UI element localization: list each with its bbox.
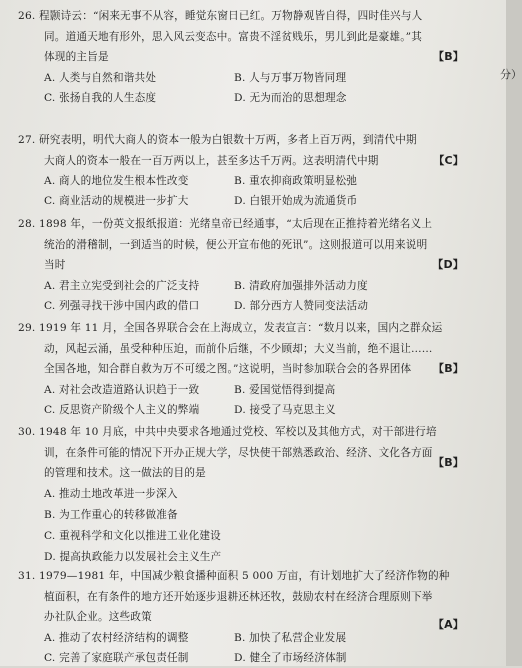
answer-mark: 【B】 [433,456,464,469]
option-c: C. 重视科学和文化以推进工业化建设 [44,529,221,542]
adjacent-page-edge [500,0,522,666]
option-d: D. 无为而治的思想理念 [234,91,347,104]
option-d: D. 提高执政能力以发展社会主义生产 [44,550,222,563]
edge-label: 分） [500,68,522,81]
option-c: C. 张扬自我的人生态度 [44,91,157,104]
option-row [18,191,464,211]
question-line: 同。道通天地有形外，思入风云变态中。富贵不淫贫贱乐，男儿到此是豪雄。”其 [44,30,423,43]
answer-mark: 【A】 [432,618,464,631]
question-line: 29. 1919 年 11 月，全国各界联合会在上海成立，发表宣言：“数月以来，国内之群众运 [18,322,443,334]
question-stem: 的管理和技术。这一做法的目的是 [44,467,206,479]
option-a: A. 推动了农村经济结构的调整 [44,631,189,644]
question-27 [18,130,464,211]
question-28 [18,214,464,316]
question-line [18,359,464,380]
question-line: 31. 1979—1981 年，中国减少粮食播种面积 5 000 万亩，有计划地扩大了经济作物的种 [18,570,450,582]
question-30 [18,422,464,568]
answer-mark: 【B】 [433,362,464,375]
option-a: A. 人类与自然和谐共处 [44,71,157,84]
question-line [18,255,464,276]
question-line: 训，在条件可能的情况下开办正规大学，尽快使干部熟悉政治、经济、文化各方面 [44,446,433,459]
answer-mark: 【D】 [432,258,464,271]
answer-mark: 【B】 [433,50,464,63]
question-stem: 全国各地，知合群自救为万不可缓之图。”这说明，当时参加联合会的各界团体 [44,363,412,375]
option-c: C. 列强寻找干涉中国内政的借口 [44,299,200,312]
option-row [18,68,464,88]
question-29 [18,318,464,420]
option-b: B. 为工作重心的转移做准备 [44,508,178,521]
option-b: B. 重农抑商政策明显松弛 [234,175,358,187]
option-d: D. 接受了马克思主义 [234,403,336,416]
question-line: 26. 程颢诗云：“闲来无事不从容，睡觉东窗日已红。万物静观皆自得，四时佳兴与人 [18,10,423,22]
option-d: D. 健全了市场经济体制 [234,651,347,664]
option-row [18,648,464,668]
option-row [18,380,464,400]
option-row [18,171,464,191]
question-line [18,607,464,631]
option-c: C. 反思资产阶级个人主义的弊端 [44,403,200,416]
question-line: 动，风起云涌，虽受种种压迫，而前仆后继，不少顾却；大义当前，绝不退让…… [44,342,433,355]
question-26 [18,6,464,108]
question-stem: 办社队企业。这些政策 [44,611,152,623]
option-b: B. 人与万事万物皆同理 [234,71,347,84]
option-c: C. 商业活动的规模进一步扩大 [44,195,189,207]
answer-mark: 【C】 [433,153,464,167]
option-row [18,276,464,296]
question-stem: 大商人的资本一般在一百万两以上，甚至多达千万两。这表明清代中期 [44,154,379,167]
option-row [18,296,464,316]
question-31 [18,566,464,668]
option-c: C. 完善了家庭联产承包责任制 [44,651,189,664]
question-line [18,456,464,484]
option-d: D. 白银开始成为流通货币 [234,195,358,207]
question-line: 28. 1898 年，一份英文报纸报道：光绪皇帝已经通事，“太后现在正推持着光绪名义上 [18,218,433,230]
option-b: B. 加快了私营企业发展 [234,631,347,644]
option-row [18,400,464,420]
question-line: 统治的滑稽制，一到适当的时候，便公开宣布他的死讯”。这则报道可以用来说明 [44,238,428,251]
option-b: B. 清政府加强排外活动力度 [234,279,368,292]
option-row [18,628,464,648]
option-b: B. 爱国觉悟得到提高 [234,383,336,396]
question-line: 植面积，在有条件的地方还开始逐步退耕还林还牧，鼓励农村在经济合理原则下举 [44,590,433,603]
option-d: D. 部分西方人赞同变法活动 [234,299,369,312]
option-a: A. 君主立宪受到社会的广泛支持 [44,279,200,292]
option-a: A. 推动土地改革进一步深入 [44,487,178,500]
question-line [18,47,464,68]
option-row [18,88,464,108]
option-a: A. 商人的地位发生根本性改变 [44,175,189,187]
option-a: A. 对社会改造道路认识趋于一致 [44,383,200,396]
question-line: 27. 研究表明，明代大商人的资本一般为白银数十万两，多者上百万两，到清代中期 [18,134,417,146]
question-stem: 体现的主旨是 [44,51,109,63]
question-line: 30. 1948 年 10 月底，中共中央要求各地通过党校、军校以及其他方式，对干部进行培 [18,426,437,438]
question-stem: 当时 [44,259,66,271]
question-line [18,151,464,172]
